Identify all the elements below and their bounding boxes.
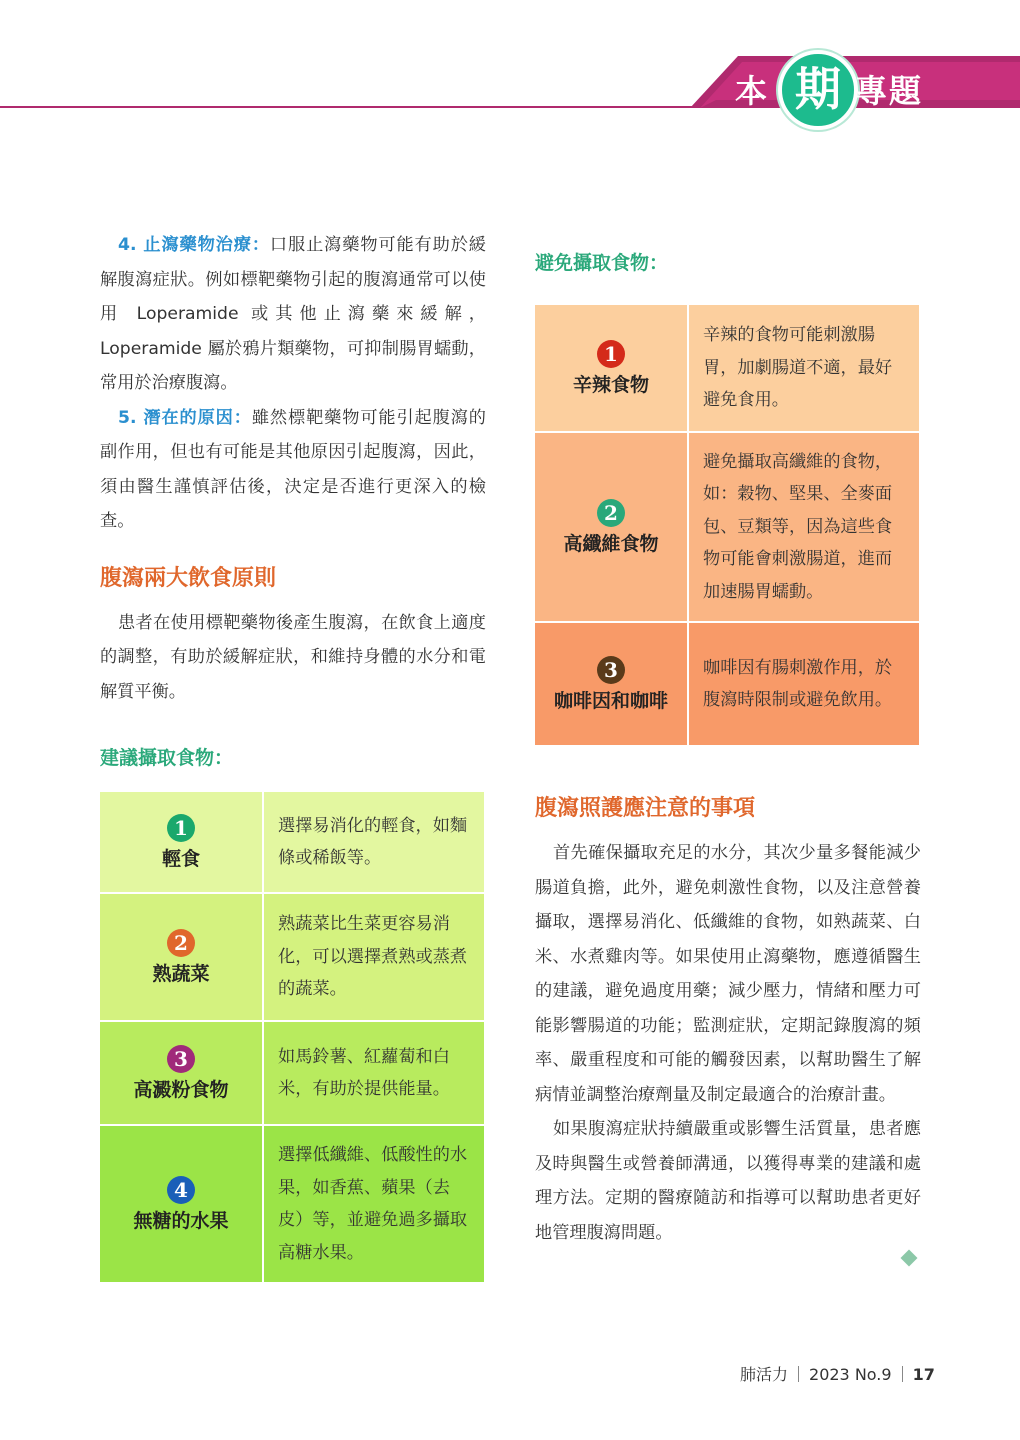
food-description: 熟蔬菜比生菜更容易消化，可以選擇煮熟或蒸煮的蔬菜。 [264,894,486,1022]
food-description: 避免攝取高纖維的食物，如：穀物、堅果、全麥面包、豆類等，因為這些食物可能會刺激腸道，進而加速腸胃蠕動。 [689,433,921,623]
food-description: 如馬鈴薯、紅蘿蔔和白米，有助於提供能量。 [264,1022,486,1126]
table-row [535,305,921,433]
avoid-title: 避免攝取食物： [535,252,669,274]
header-rule [0,106,700,108]
food-description: 咖啡因有腸刺激作用，於腹瀉時限制或避免飲用。 [689,623,921,747]
magazine-name: 肺活力 [740,1365,789,1384]
paragraph-care-2: 如果腹瀉症狀持續嚴重或影響生活質量，患者應及時與醫生或營養師溝通，以獲得專業的建議和處理方法。定期的醫療隨訪和指導可以幫助患者更好地管理腹瀉問題。 [535,1119,921,1243]
number-badge: 2 [167,929,195,957]
section-title-diet: 腹瀉兩大飲食原則 [100,565,277,591]
paragraph-diet: 患者在使用標靶藥物後產生腹瀉，在飲食上適度的調整，有助於緩解症狀，和維持身體的水分和電解質平衡。 [100,612,486,702]
number-badge: 3 [597,656,625,684]
number-badge: 1 [167,814,195,842]
table-row [100,1022,486,1126]
food-label: 無糖的水果 [133,1209,229,1232]
table-row [535,623,921,747]
food-label: 辛辣食物 [572,373,649,396]
recommend-label-cell [100,1022,264,1126]
recommend-label-cell [100,792,264,894]
header-title-part1: 本 [735,72,770,110]
paragraph-care-1: 首先確保攝取充足的水分，其次少量多餐能減少腸道負擔，此外，避免刺激性食物，以及注意營養攝取，選擇易消化、低纖維的食物，如熟蔬菜、白米、水煮雞肉等。如果使用止瀉藥物，應遵循醫生的建議，避免過度用藥；減少壓力，情緒和壓力可能影響腸道的功能；監測症狀，定期記錄腹瀉的頻率、嚴重程度和可能的觸發因素，以幫助醫生了解病情並調整治療劑量及制定最適合的治療計畫。 [535,843,921,1105]
number-badge: 1 [597,340,625,368]
page-footer [740,1362,935,1385]
page-number: 17 [912,1365,935,1384]
table-row [535,433,921,623]
header-circle-badge: 期 [778,50,858,130]
header-title-part2: 專題 [855,72,924,110]
number-badge: 4 [167,1176,195,1204]
left-column [100,228,486,1284]
item4-text: 口服止瀉藥物可能有助於緩解腹瀉症狀。例如標靶藥物引起的腹瀉通常可以使用 Loperamide 或其他止瀉藥來緩解，Loperamide 屬於鴉片類藥物，可抑制腸胃蠕動，常用於治療腹瀉。 [100,235,486,393]
food-description: 選擇低纖維、低酸性的水果，如香蕉、蘋果（去皮）等，並避免過多攝取高糖水果。 [264,1126,486,1284]
food-description: 辛辣的食物可能刺激腸胃，加劇腸道不適，最好避免食用。 [689,305,921,433]
issue-number: 2023 No.9 [809,1365,892,1384]
end-mark-icon [901,1250,918,1267]
item5-label: 5. 潛在的原因： [118,407,252,428]
paragraph-item5 [100,401,486,539]
number-badge: 3 [167,1045,195,1073]
table-row [100,1126,486,1284]
table-row [100,792,486,894]
avoid-label-cell [535,433,689,623]
recommend-title: 建議攝取食物： [100,747,234,769]
footer-divider [902,1366,903,1382]
number-badge: 2 [597,499,625,527]
food-label: 咖啡因和咖啡 [553,689,668,712]
food-label: 高纖維食物 [563,532,659,555]
food-label: 輕食 [161,847,200,870]
right-column [535,248,921,1250]
food-label: 熟蔬菜 [152,962,210,985]
recommend-table [100,792,486,1284]
item4-label: 4. 止瀉藥物治療： [118,235,270,255]
item5-text: 雖然標靶藥物可能引起腹瀉的副作用，但也有可能是其他原因引起腹瀉，因此，須由醫生謹慎評估後，決定是否進行更深入的檢查。 [100,407,486,531]
food-label: 高澱粉食物 [133,1078,229,1101]
paragraph-item4 [100,228,486,401]
section-title-care: 腹瀉照護應注意的事項 [535,796,756,821]
avoid-label-cell [535,305,689,433]
footer-divider [798,1366,799,1382]
recommend-label-cell [100,1126,264,1284]
recommend-label-cell [100,894,264,1022]
avoid-label-cell [535,623,689,747]
avoid-table [535,305,921,747]
table-row [100,894,486,1022]
food-description: 選擇易消化的輕食，如麵條或稀飯等。 [264,792,486,894]
